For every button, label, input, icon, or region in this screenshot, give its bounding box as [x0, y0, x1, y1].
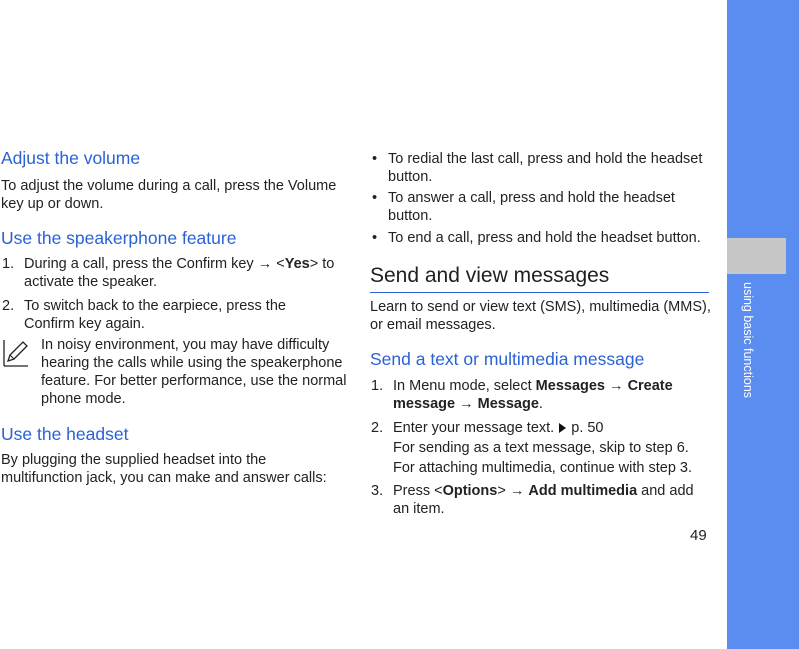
- bullet-item: [388, 150, 702, 186]
- text-span: > to: [309, 256, 335, 272]
- text-line: For sending as a text message, skip to step 6.: [393, 440, 689, 456]
- text-line: [24, 255, 334, 273]
- text-span: During a call, press the Confirm key → <: [24, 256, 285, 272]
- heading-underline: [370, 292, 709, 293]
- menu-create: Create: [627, 378, 673, 394]
- text-span: Press <: [393, 483, 443, 499]
- text-line: [393, 395, 673, 413]
- heading-send-text-message: Send a text or multimedia message: [370, 349, 645, 369]
- text-line: an item.: [393, 501, 445, 517]
- text-line: activate the speaker.: [24, 274, 157, 290]
- text-span: > →: [497, 483, 529, 499]
- step-number: 1.: [2, 256, 15, 272]
- text-line: [393, 419, 692, 437]
- step-number: 2.: [2, 298, 15, 314]
- bullet-item: [388, 189, 675, 225]
- heading-speakerphone: Use the speakerphone feature: [1, 228, 237, 248]
- step-number: 3.: [371, 483, 384, 499]
- chapter-label-text: using basic functions: [741, 282, 755, 399]
- send-view-text: [370, 298, 711, 334]
- text-span: and add: [637, 483, 694, 499]
- menu-messages: Messages: [535, 378, 605, 394]
- speakerphone-note: [41, 336, 346, 408]
- text-line: button.: [388, 208, 433, 224]
- text-line: To end a call, press and hold the headset button.: [388, 230, 701, 246]
- text-line: feature. For better performance, use the normal: [41, 373, 347, 389]
- text-line: hearing the calls while using the speakerphone: [41, 355, 343, 371]
- text-line: To redial the last call, press and hold the headset: [388, 151, 703, 167]
- chapter-sidebar: [727, 0, 799, 649]
- bullet-dot: •: [372, 151, 378, 167]
- menu-create-message: message: [393, 396, 456, 412]
- page-reference: p. 50: [571, 420, 604, 436]
- speakerphone-step-1: [24, 255, 334, 291]
- page-number: 49: [690, 527, 707, 544]
- bullet-dot: •: [372, 190, 378, 206]
- text-line: Learn to send or view text (SMS), multimedia (MMS),: [370, 299, 711, 315]
- send-step-3: [393, 482, 694, 518]
- text-line: or email messages.: [370, 317, 496, 333]
- text-line: button.: [388, 169, 433, 185]
- heading-headset: Use the headset: [1, 424, 129, 444]
- pencil-note-icon: [3, 339, 29, 367]
- bullet-item: [388, 229, 701, 247]
- headset-text: [1, 451, 327, 487]
- softkey-yes: Yes: [284, 256, 310, 272]
- text-line: To adjust the volume during a call, press the Volume: [1, 178, 337, 194]
- arrow: →: [605, 378, 628, 394]
- text-line: In noisy environment, you may have difficulty: [41, 337, 330, 353]
- bullet-dot: •: [372, 230, 378, 246]
- text-line: [393, 377, 673, 395]
- text-line: multifunction jack, you can make and answer calls:: [1, 470, 327, 486]
- text-line: For attaching multimedia, continue with step 3.: [393, 460, 693, 476]
- text-line: To switch back to the earpiece, press the: [24, 298, 286, 314]
- menu-add-multimedia: Add multimedia: [528, 483, 638, 499]
- speakerphone-step-2: [24, 297, 286, 333]
- text-line: phone mode.: [41, 391, 126, 407]
- text-line: key up or down.: [1, 196, 104, 212]
- step-number: 2.: [371, 420, 384, 436]
- text-line: To answer a call, press and hold the headset: [388, 190, 675, 206]
- softkey-options: Options: [442, 483, 498, 499]
- text-line: [393, 482, 694, 500]
- text-span: .: [538, 396, 543, 412]
- heading-send-view-messages: Send and view messages: [370, 264, 610, 287]
- text-span: Enter your message text.: [393, 420, 559, 436]
- send-step-2: [393, 419, 692, 477]
- arrow: →: [455, 396, 478, 412]
- adjust-volume-text: [1, 177, 336, 213]
- send-step-1: [393, 377, 673, 413]
- text-span: In Menu mode, select: [393, 378, 536, 394]
- step-number: 1.: [371, 378, 384, 394]
- chapter-label: [741, 282, 755, 398]
- chapter-tab: [727, 238, 786, 274]
- play-triangle-icon: [558, 423, 567, 433]
- text-line: By plugging the supplied headset into the: [1, 452, 267, 468]
- text-line: Confirm key again.: [24, 316, 145, 332]
- heading-adjust-volume: Adjust the volume: [1, 148, 141, 168]
- menu-message: Message: [477, 396, 539, 412]
